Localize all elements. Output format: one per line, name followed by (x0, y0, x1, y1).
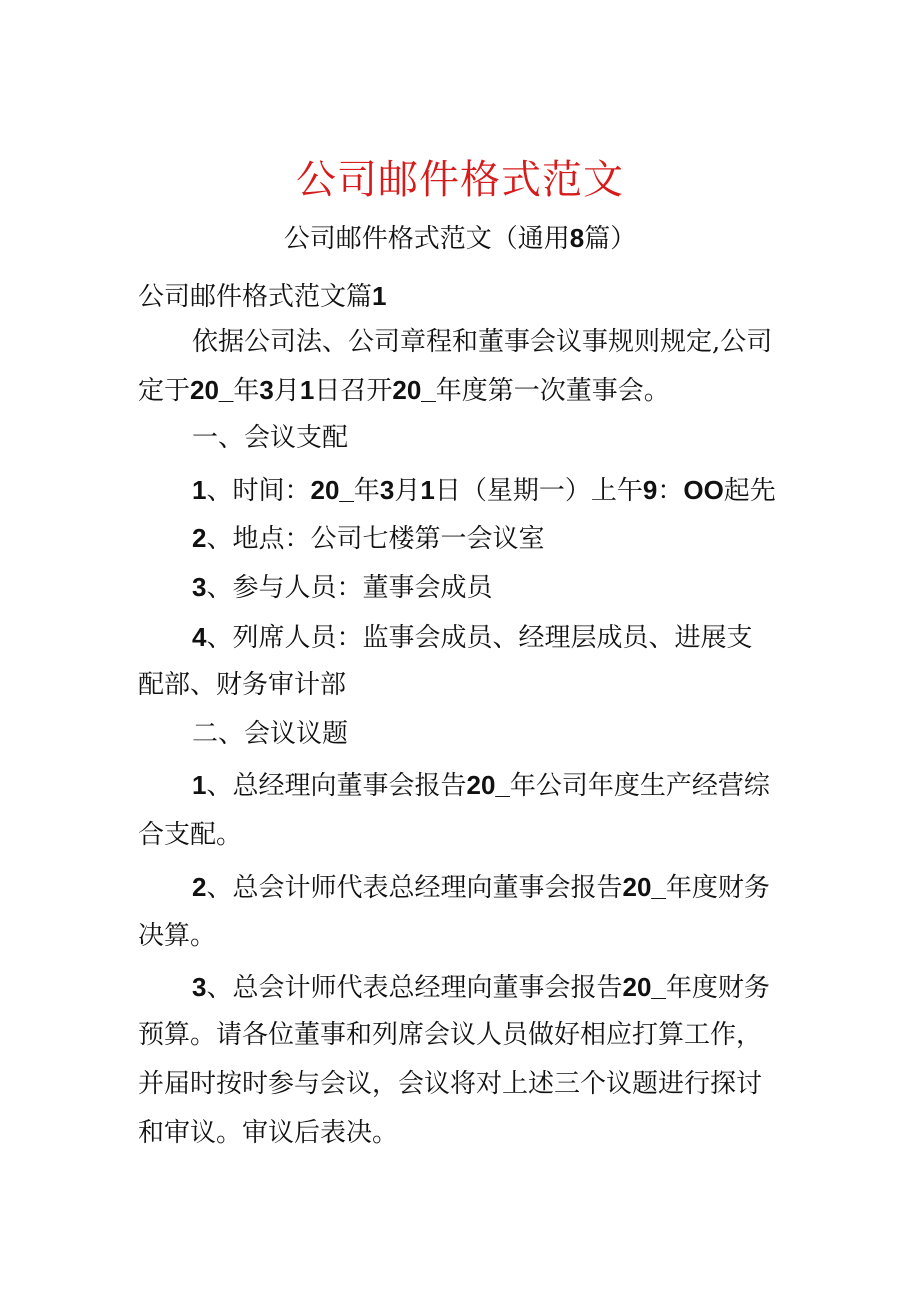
part2-item-3-line-4: 和审议。审议后表决。 (138, 1118, 399, 1148)
section-heading: 公司邮件格式范文篇1 (138, 281, 387, 312)
part1-item-2: 2、地点：公司七楼第一会议室 (192, 523, 545, 554)
intro-line-1: 依据公司法、公司章程和董事会议事规则规定,公司 (192, 327, 773, 357)
part1-item-1: 1、时间：20_年3月1日（星期一）上午9：OO起先 (192, 475, 776, 506)
part2-item-3-line-3: 并届时按时参与会议，会议将对上述三个议题进行探讨 (138, 1069, 763, 1099)
part2-item-3-line-2: 预算。请各位董事和列席会议人员做好相应打算工作， (138, 1020, 763, 1050)
part1-item-4-line-1: 4、列席人员：监事会成员、经理层成员、进展支 (192, 622, 753, 653)
part2-item-2-line-2: 决算。 (138, 921, 217, 951)
part1-item-3: 3、参与人员：董事会成员 (192, 572, 493, 603)
intro-line-2: 定于20_年3月1日召开20_年度第一次董事会。 (138, 375, 670, 406)
part2-item-3-line-1: 3、总会计师代表总经理向董事会报告20_年度财务 (192, 972, 770, 1003)
part2-item-2-line-1: 2、总会计师代表总经理向董事会报告20_年度财务 (192, 872, 770, 903)
document-title: 公司邮件格式范文 (296, 157, 624, 203)
part2-heading: 二、会议议题 (192, 719, 349, 749)
part1-heading: 一、会议支配 (192, 423, 349, 453)
part1-item-4-line-2: 配部、财务审计部 (138, 670, 347, 700)
part2-item-1-line-2: 合支配。 (138, 820, 243, 850)
document-subtitle: 公司邮件格式范文（通用8篇） (283, 223, 637, 254)
part2-item-1-line-1: 1、总经理向董事会报告20_年公司年度生产经营综 (192, 770, 770, 801)
